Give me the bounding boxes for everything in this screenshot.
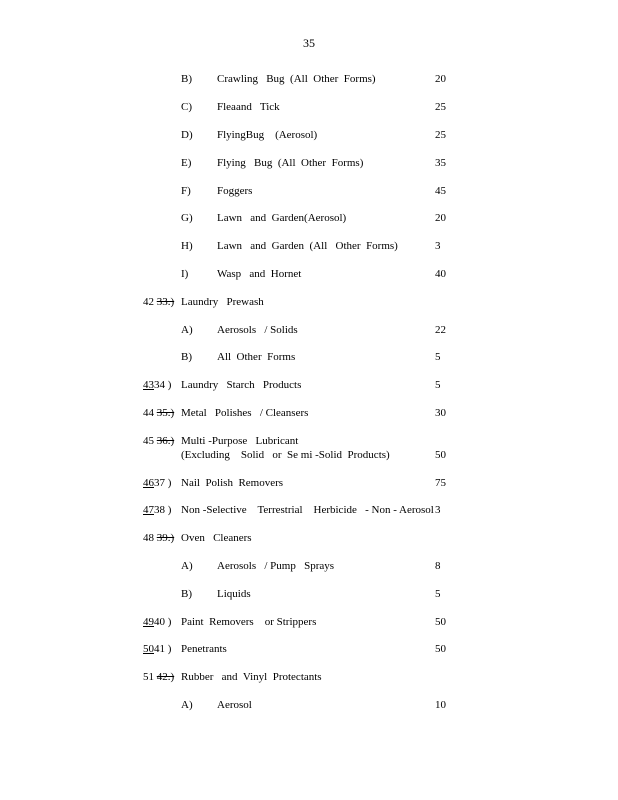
- item-number-new: 46: [143, 477, 154, 489]
- item-number: [143, 615, 171, 629]
- item-value: 45: [435, 185, 446, 197]
- item-number: [143, 503, 171, 517]
- item-number: [143, 378, 171, 392]
- list-item: [0, 559, 618, 573]
- item-number-new: 43: [143, 379, 154, 391]
- list-item: [0, 531, 618, 545]
- item-letter: B): [181, 351, 192, 363]
- item-value: 50: [435, 616, 446, 628]
- item-number-old: 40 ): [154, 616, 172, 628]
- item-number-new: 47: [143, 504, 154, 516]
- item-value: 25: [435, 129, 446, 141]
- item-letter: B): [181, 73, 192, 85]
- item-name: Flying Bug (All Other Forms): [217, 157, 364, 169]
- item-number: [143, 406, 174, 420]
- item-name: Multi -Purpose Lubricant: [181, 435, 299, 447]
- item-number: [143, 670, 174, 684]
- item-number-old: 41 ): [154, 643, 172, 655]
- item-value: 35: [435, 157, 446, 169]
- item-number-new: 50: [143, 643, 154, 655]
- item-letter: D): [181, 129, 193, 141]
- list-item: [0, 406, 618, 420]
- list-item: [0, 378, 618, 392]
- item-number-new: 45: [143, 435, 154, 447]
- item-letter: F): [181, 185, 191, 197]
- item-number-new: 51: [143, 671, 154, 683]
- item-name: Lawn and Garden (All Other Forms): [217, 240, 398, 252]
- list-item: [0, 128, 618, 142]
- item-name: Nail Polish Removers: [181, 477, 284, 489]
- item-name: Foggers: [217, 185, 253, 197]
- item-value: 30: [435, 407, 446, 419]
- list-item: [0, 239, 618, 253]
- item-number-new: 42: [143, 296, 154, 308]
- item-value: 8: [435, 560, 441, 572]
- list-item: [0, 350, 618, 364]
- item-name: Aerosols / Pump Sprays: [217, 560, 335, 572]
- list-item: [0, 100, 618, 114]
- item-number-new: 48: [143, 532, 154, 544]
- item-number: [143, 531, 174, 545]
- item-name: All Other Forms: [217, 351, 296, 363]
- list-item: [0, 184, 618, 198]
- item-number-new: 49: [143, 616, 154, 628]
- item-name: FlyingBug (Aerosol): [217, 129, 318, 141]
- item-number-old: 42.): [156, 671, 175, 683]
- page-number: 35: [303, 36, 315, 50]
- item-value: 5: [435, 588, 441, 600]
- item-name: Crawling Bug (All Other Forms): [217, 73, 376, 85]
- item-number-old: 35.): [156, 407, 175, 419]
- item-number: [143, 476, 171, 490]
- item-name: Wasp and Hornet: [217, 268, 302, 280]
- item-name: Oven Cleaners: [181, 532, 252, 544]
- list-item: [0, 615, 618, 629]
- item-letter: C): [181, 101, 192, 113]
- item-name: Rubber and Vinyl Protectants: [181, 671, 322, 683]
- item-letter: H): [181, 240, 193, 252]
- item-letter: I): [181, 268, 189, 280]
- item-value: 5: [435, 351, 441, 363]
- list-item: [0, 72, 618, 86]
- item-name: Metal Polishes / Cleansers: [181, 407, 309, 419]
- list-item: [0, 323, 618, 337]
- item-number-old: 34 ): [154, 379, 172, 391]
- list-item: [0, 295, 618, 309]
- item-value: 10: [435, 699, 446, 711]
- item-name: Non -Selective Terrestrial Herbicide - Non - Aerosol: [181, 504, 434, 516]
- item-number: [143, 295, 174, 309]
- list-item: [0, 670, 618, 684]
- item-number-old: 33.): [156, 296, 175, 308]
- item-number: [143, 434, 174, 448]
- item-value: 50: [435, 643, 446, 655]
- item-number-old: 38 ): [154, 504, 172, 516]
- item-letter: G): [181, 212, 193, 224]
- item-name: Aerosols / Solids: [217, 324, 298, 336]
- item-letter: A): [181, 324, 193, 336]
- item-letter: E): [181, 157, 192, 169]
- item-value: 50: [435, 449, 446, 461]
- item-value: 5: [435, 379, 441, 391]
- item-name-continued: (Excluding Solid or Se mi -Solid Products): [181, 449, 390, 461]
- item-name: Penetrants: [181, 643, 227, 655]
- item-number: [143, 642, 171, 656]
- item-letter: B): [181, 588, 192, 600]
- item-value: 25: [435, 101, 446, 113]
- item-name: Lawn and Garden(Aerosol): [217, 212, 347, 224]
- list-item: [0, 211, 618, 225]
- item-number-old: 39.): [156, 532, 175, 544]
- item-name: Aerosol: [217, 699, 252, 711]
- item-name: Fleaand Tick: [217, 101, 280, 113]
- item-name: Laundry Prewash: [181, 296, 264, 308]
- item-number-new: 44: [143, 407, 154, 419]
- list-item: [0, 476, 618, 490]
- item-value: 40: [435, 268, 446, 280]
- item-letter: A): [181, 699, 193, 711]
- list-item: [0, 642, 618, 656]
- item-name: Paint Removers or Strippers: [181, 616, 317, 628]
- list-item: [0, 503, 618, 517]
- list-item: [0, 587, 618, 601]
- list-item: [0, 434, 618, 461]
- item-name: Liquids: [217, 588, 251, 600]
- item-number-old: 36.): [156, 435, 175, 447]
- list-item: [0, 698, 618, 712]
- item-letter: A): [181, 560, 193, 572]
- item-number-old: 37 ): [154, 477, 172, 489]
- list-item: [0, 156, 618, 170]
- item-value: 3: [435, 504, 441, 516]
- item-value: 20: [435, 73, 446, 85]
- item-value: 3: [435, 240, 441, 252]
- item-value: 22: [435, 324, 446, 336]
- item-value: 75: [435, 477, 446, 489]
- item-value: 20: [435, 212, 446, 224]
- item-name: Laundry Starch Products: [181, 379, 302, 391]
- list-item: [0, 267, 618, 281]
